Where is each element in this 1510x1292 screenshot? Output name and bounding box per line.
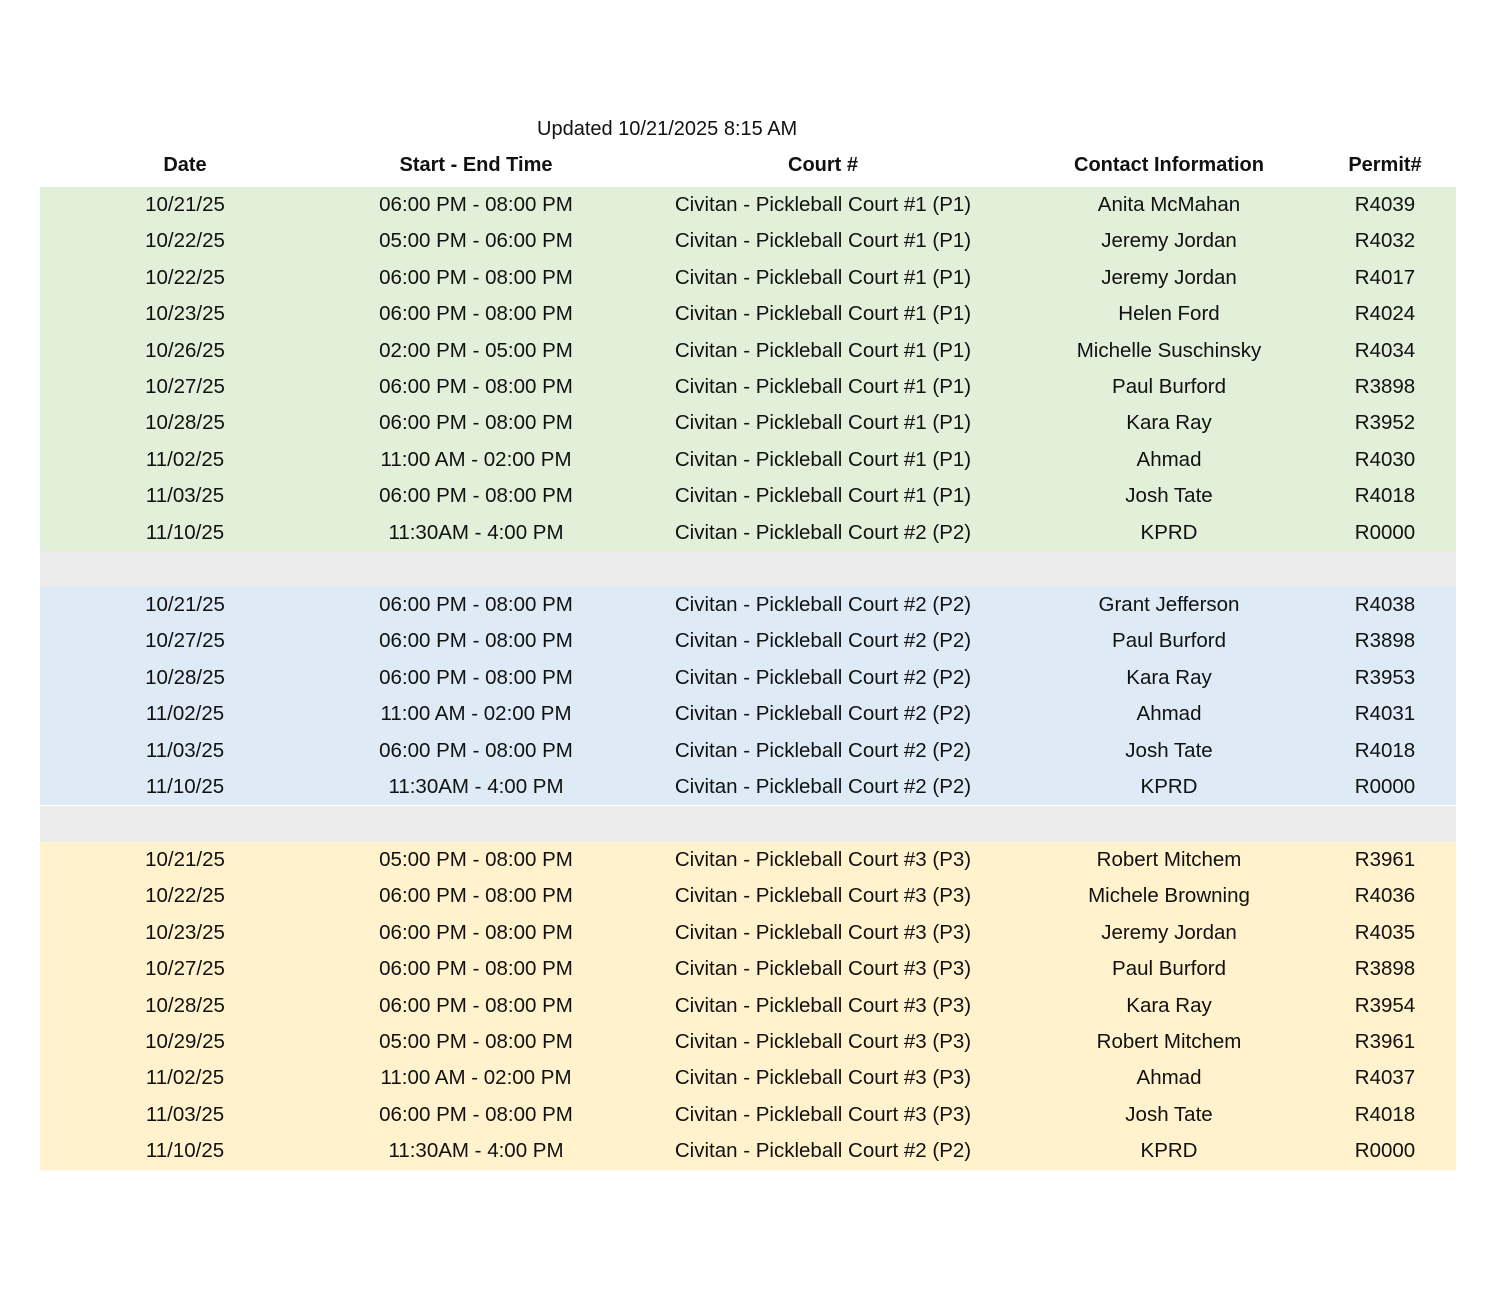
date-cell: 10/21/25: [145, 593, 225, 616]
court-cell: Civitan - Pickleball Court #1 (P1): [674, 374, 972, 398]
time-cell: 06:00 PM - 08:00 PM: [379, 1102, 573, 1126]
contact-cell: Ahmad: [1136, 702, 1202, 726]
date-cell: 11/10/25: [145, 520, 225, 544]
court-cell: Civitan - Pickleball Court #2 (P2): [674, 738, 972, 762]
time-cell: 06:00 PM - 08:00 PM: [379, 374, 573, 398]
time-cell: 06:00 PM - 08:00 PM: [379, 302, 573, 326]
permit-cell: R3952: [1354, 411, 1416, 435]
permit-cell: R4030: [1354, 447, 1416, 471]
contact-cell: Josh Tate: [1125, 738, 1213, 762]
court-cell: Civitan - Pickleball Court #3 (P3): [674, 993, 972, 1017]
section-separator: [40, 551, 1456, 587]
contact-cell: Josh Tate: [1125, 484, 1213, 508]
court-cell: Civitan - Pickleball Court #3 (P3): [674, 1066, 972, 1090]
court-cell: Civitan - Pickleball Court #3 (P3): [674, 848, 972, 871]
table-row: [40, 333, 1456, 369]
table-row: [40, 915, 1456, 951]
contact-cell: KPRD: [1140, 1139, 1198, 1163]
time-cell: 11:30AM - 4:00 PM: [388, 1139, 564, 1163]
table-row: [40, 405, 1456, 441]
permit-cell: R3953: [1354, 665, 1416, 689]
permit-cell: R0000: [1354, 1139, 1416, 1163]
column-header-date: Date: [163, 154, 207, 176]
permit-cell: R4037: [1354, 1066, 1416, 1090]
date-cell: 10/27/25: [145, 374, 225, 398]
date-cell: 10/23/25: [145, 302, 225, 326]
contact-cell: Kara Ray: [1126, 665, 1212, 689]
contact-cell: Ahmad: [1136, 1066, 1202, 1090]
table-row: [40, 296, 1456, 332]
column-header-permit: Permit#: [1348, 154, 1422, 176]
time-cell: 06:00 PM - 08:00 PM: [379, 884, 573, 908]
time-cell: 06:00 PM - 08:00 PM: [379, 957, 573, 981]
permit-cell: R3961: [1354, 1029, 1416, 1053]
time-cell: 06:00 PM - 08:00 PM: [379, 265, 573, 289]
permit-cell: R4031: [1354, 702, 1416, 726]
contact-cell: Paul Burford: [1112, 374, 1226, 398]
date-cell: 10/27/25: [145, 629, 225, 653]
table-row: [40, 878, 1456, 914]
date-cell: 10/26/25: [145, 338, 225, 362]
contact-cell: Kara Ray: [1126, 993, 1212, 1017]
date-cell: 11/02/25: [145, 1066, 225, 1090]
date-cell: 10/21/25: [145, 848, 225, 871]
date-cell: 10/28/25: [145, 993, 225, 1017]
table-row: [40, 696, 1456, 732]
time-cell: 11:00 AM - 02:00 PM: [380, 1066, 572, 1090]
date-cell: 11/02/25: [145, 447, 225, 471]
time-cell: 06:00 PM - 08:00 PM: [379, 993, 573, 1017]
time-cell: 06:00 PM - 08:00 PM: [379, 593, 573, 616]
date-cell: 10/28/25: [145, 411, 225, 435]
table-row: [40, 769, 1456, 805]
time-cell: 06:00 PM - 08:00 PM: [379, 738, 573, 762]
table-row: [40, 515, 1456, 551]
court-cell: Civitan - Pickleball Court #2 (P2): [674, 629, 972, 653]
column-header-time: Start - End Time: [399, 154, 553, 176]
table-row: [40, 369, 1456, 405]
table-row: [40, 842, 1456, 878]
contact-cell: Ahmad: [1136, 447, 1202, 471]
table-row: [40, 223, 1456, 259]
table-row: [40, 733, 1456, 769]
time-cell: 05:00 PM - 08:00 PM: [379, 1029, 573, 1053]
contact-cell: Grant Jefferson: [1098, 593, 1240, 616]
contact-cell: KPRD: [1140, 520, 1198, 544]
court-cell: Civitan - Pickleball Court #2 (P2): [674, 593, 972, 616]
time-cell: 11:00 AM - 02:00 PM: [380, 447, 572, 471]
permit-cell: R0000: [1354, 520, 1416, 544]
court-cell: Civitan - Pickleball Court #1 (P1): [674, 229, 972, 253]
contact-cell: Paul Burford: [1112, 957, 1226, 981]
time-cell: 06:00 PM - 08:00 PM: [379, 411, 573, 435]
permit-cell: R0000: [1354, 774, 1416, 798]
section-separator: [40, 806, 1456, 842]
permit-cell: R4038: [1354, 593, 1416, 616]
date-cell: 10/22/25: [145, 884, 225, 908]
time-cell: 11:30AM - 4:00 PM: [388, 774, 564, 798]
court-cell: Civitan - Pickleball Court #3 (P3): [674, 1029, 972, 1053]
contact-cell: Robert Mitchem: [1096, 1029, 1242, 1053]
updated-timestamp: Updated 10/21/2025 8:15 AM: [537, 118, 798, 140]
court-cell: Civitan - Pickleball Court #1 (P1): [674, 484, 972, 508]
permit-cell: R3898: [1354, 957, 1416, 981]
contact-cell: Robert Mitchem: [1096, 848, 1242, 871]
table-row: [40, 187, 1456, 223]
court-cell: Civitan - Pickleball Court #2 (P2): [674, 702, 972, 726]
permit-cell: R4039: [1354, 193, 1416, 216]
table-row: [40, 988, 1456, 1024]
permit-cell: R4035: [1354, 920, 1416, 944]
date-cell: 10/27/25: [145, 957, 225, 981]
court-cell: Civitan - Pickleball Court #1 (P1): [674, 447, 972, 471]
table-row: [40, 260, 1456, 296]
table-row: [40, 442, 1456, 478]
time-cell: 02:00 PM - 05:00 PM: [379, 338, 573, 362]
time-cell: 06:00 PM - 08:00 PM: [379, 484, 573, 508]
date-cell: 10/28/25: [145, 665, 225, 689]
date-cell: 11/10/25: [145, 1139, 225, 1163]
court-cell: Civitan - Pickleball Court #1 (P1): [674, 338, 972, 362]
court-3-section: [40, 842, 1456, 1170]
table-header: [40, 154, 1456, 184]
time-cell: 06:00 PM - 08:00 PM: [379, 193, 573, 216]
permit-cell: R4024: [1354, 302, 1416, 326]
contact-cell: Jeremy Jordan: [1101, 229, 1237, 253]
court-1-section: [40, 187, 1456, 551]
table-row: [40, 478, 1456, 514]
date-cell: 11/03/25: [145, 1102, 225, 1126]
table-row: [40, 1024, 1456, 1060]
time-cell: 11:30AM - 4:00 PM: [388, 520, 564, 544]
court-cell: Civitan - Pickleball Court #2 (P2): [674, 774, 972, 798]
column-header-court: Court #: [788, 154, 858, 176]
permit-cell: R4018: [1354, 484, 1416, 508]
permit-cell: R4018: [1354, 738, 1416, 762]
court-cell: Civitan - Pickleball Court #1 (P1): [674, 265, 972, 289]
date-cell: 11/02/25: [145, 702, 225, 726]
contact-cell: Josh Tate: [1125, 1102, 1213, 1126]
permit-cell: R4018: [1354, 1102, 1416, 1126]
court-cell: Civitan - Pickleball Court #3 (P3): [674, 957, 972, 981]
court-cell: Civitan - Pickleball Court #2 (P2): [674, 665, 972, 689]
contact-cell: Michele Browning: [1088, 884, 1250, 908]
court-cell: Civitan - Pickleball Court #3 (P3): [674, 1102, 972, 1126]
table-row: [40, 660, 1456, 696]
permit-cell: R3961: [1354, 848, 1416, 871]
permit-cell: R3898: [1354, 629, 1416, 653]
time-cell: 11:00 AM - 02:00 PM: [380, 702, 572, 726]
date-cell: 10/22/25: [145, 229, 225, 253]
date-cell: 10/23/25: [145, 920, 225, 944]
date-cell: 11/03/25: [145, 738, 225, 762]
contact-cell: Jeremy Jordan: [1101, 920, 1237, 944]
permit-cell: R3954: [1354, 993, 1416, 1017]
contact-cell: Helen Ford: [1118, 302, 1220, 326]
court-cell: Civitan - Pickleball Court #1 (P1): [674, 411, 972, 435]
table-row: [40, 623, 1456, 659]
date-cell: 10/29/25: [145, 1029, 225, 1053]
time-cell: 06:00 PM - 08:00 PM: [379, 920, 573, 944]
contact-cell: Anita McMahan: [1097, 193, 1241, 216]
column-header-contact: Contact Information: [1074, 154, 1264, 176]
table-row: [40, 1060, 1456, 1096]
permit-cell: R3898: [1354, 374, 1416, 398]
court-cell: Civitan - Pickleball Court #1 (P1): [674, 302, 972, 326]
date-cell: 11/03/25: [145, 484, 225, 508]
permit-cell: R4036: [1354, 884, 1416, 908]
contact-cell: Michelle Suschinsky: [1076, 338, 1262, 362]
time-cell: 05:00 PM - 08:00 PM: [379, 848, 573, 871]
time-cell: 06:00 PM - 08:00 PM: [379, 665, 573, 689]
permit-cell: R4034: [1354, 338, 1416, 362]
time-cell: 06:00 PM - 08:00 PM: [379, 629, 573, 653]
time-cell: 05:00 PM - 06:00 PM: [379, 229, 573, 253]
table-row: [40, 951, 1456, 987]
court-cell: Civitan - Pickleball Court #1 (P1): [674, 193, 972, 216]
date-cell: 10/21/25: [145, 193, 225, 216]
date-cell: 11/10/25: [145, 774, 225, 798]
court-2-section: [40, 587, 1456, 805]
contact-cell: Paul Burford: [1112, 629, 1226, 653]
permit-cell: R4032: [1354, 229, 1416, 253]
court-cell: Civitan - Pickleball Court #2 (P2): [674, 520, 972, 544]
contact-cell: Jeremy Jordan: [1101, 265, 1237, 289]
table-row: [40, 587, 1456, 623]
contact-cell: KPRD: [1140, 774, 1198, 798]
court-cell: Civitan - Pickleball Court #3 (P3): [674, 920, 972, 944]
contact-cell: Kara Ray: [1126, 411, 1212, 435]
court-cell: Civitan - Pickleball Court #3 (P3): [674, 884, 972, 908]
date-cell: 10/22/25: [145, 265, 225, 289]
court-cell: Civitan - Pickleball Court #2 (P2): [674, 1139, 972, 1163]
table-row: [40, 1097, 1456, 1133]
table-row: [40, 1133, 1456, 1169]
permit-cell: R4017: [1354, 265, 1416, 289]
